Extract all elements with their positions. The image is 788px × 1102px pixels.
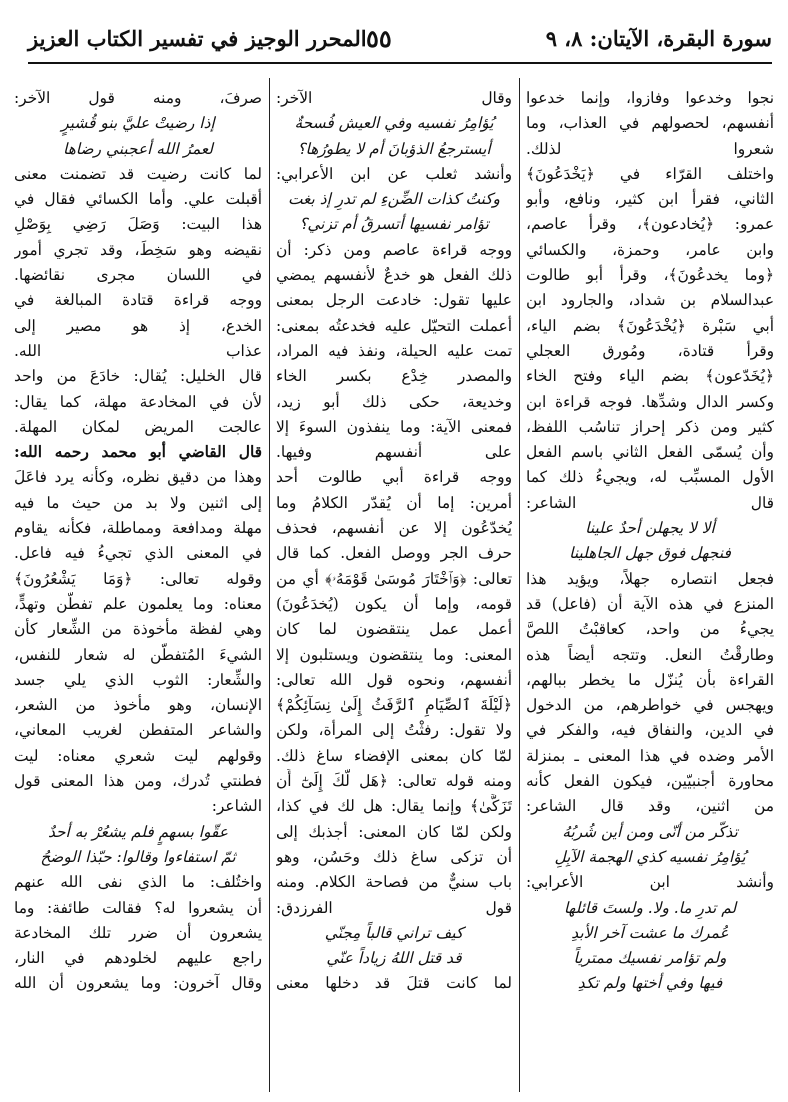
verse-line: فيها وفي أختها ولم تكدِ — [577, 974, 723, 993]
text-line: عمرو: ﴿يُخادعون﴾، وقرأ عاصم، — [526, 215, 774, 234]
text-line: أقبلت علي. وأما الكسائي فقال في — [14, 190, 262, 209]
text-line: ووجه قراءة عاصم ومن ذكر: أن — [276, 240, 512, 259]
verse-line: لم تدرِ ما. ولا. ولستَ قائلها — [563, 898, 737, 917]
text-line: أن تزكى ساغ ذلك وحَسُن، وهو — [276, 847, 512, 866]
text-line: والشاعر المتفطن لغريب المعاني، — [14, 721, 262, 740]
surah-info: سورة البقرة، الآيتان: ٨، ٩ — [545, 26, 772, 51]
text-line: وخديعة، حكى ذلك أبو زيد، — [276, 392, 512, 411]
text-line: وأنشد ابن الأعرابي: — [526, 873, 774, 892]
text-line: ﴿لَيْلَةَ ٱلصِّيَامِ ٱلرَّفَثُ إِلَىٰ نِسَآئِكُمْ﴾ — [276, 696, 512, 715]
text-line: نجوا وخدعوا وفازوا، وإنما خدعوا — [526, 89, 774, 107]
text-line: أنفسهم، لحصولهم في العذاب، وما — [526, 114, 774, 133]
text-line: الخدع، إذ هو مصير إلى — [14, 316, 262, 335]
text-lines — [276, 86, 512, 997]
verse-line: إذا رضيتْ عليَّ بنو قُشيرٍ — [61, 114, 215, 133]
text-lines — [526, 86, 774, 997]
text-line: صرفَ، ومنه قول الآخر: — [14, 89, 262, 107]
verse-line: فنجهل فوق جهل الجاهلينا — [569, 544, 731, 563]
text-line: راجع عليهم لخلودهم في النار، — [14, 949, 262, 968]
verse-line: عُمرك ما عشت آخر الأبدِ — [571, 923, 729, 942]
verse-line: ولم تؤامر نفسيك ممترياً — [573, 949, 727, 968]
text-line: إلى اثنين ولا بد من حيث ما فيه — [14, 493, 262, 512]
text-line: وكسر الدال وشدِّها. فوجه قراءة ابن — [526, 392, 774, 411]
text-line: المنزع في هذه الآية أن (فاعل) قد — [526, 594, 774, 613]
text-line: لأن في المخادعة مهلة، كما يقال: — [14, 392, 262, 411]
text-line: أعمل عمل ينتقضون لما كان — [276, 620, 512, 639]
text-line: ﴿يُخَدّعون﴾ بضم الياء وفتح الخاء — [526, 367, 774, 386]
text-line: يجيءُ من واحد، كعاقبْتُ اللصَّ — [526, 620, 774, 639]
text-line: عالجت المريض لمكان المهلة. — [14, 417, 262, 436]
text-column-middle — [276, 86, 512, 1091]
text-line: واختُلف: ما الذي نفى الله عنهم — [14, 873, 262, 892]
page-header — [28, 14, 772, 64]
text-line: وطارقْتُ النعل. وتتجه أيضاً هذه — [526, 645, 774, 664]
text-line: قومه، وإما أن يكون (يُخدَعُونَ) — [276, 594, 512, 613]
text-line: ووجه قراءة أبي طالوت أحد — [276, 468, 512, 487]
text-line: المعنى: وما ينتقضون ويستلبون إلا — [276, 645, 512, 664]
text-line: والشِّعار: الثوب الذي يلي جسد — [14, 670, 262, 689]
text-line: الشاعر: — [211, 797, 262, 816]
text-line: قال الشاعر: — [526, 493, 774, 512]
text-line: ووجه قراءة قتادة المبالغة في — [14, 291, 262, 310]
text-lines — [14, 86, 262, 997]
text-line: معناه: وما يعلمون علم تفطُّن وتهدٍّ، — [14, 594, 262, 613]
text-line: في الدين، والنفاق فيه، والفكر في — [526, 721, 774, 740]
book-title: المحرر الوجيز في تفسير الكتاب العزيز — [28, 26, 367, 51]
text-line: لمّا كان بمعنى الإفضاء ساغ ذلك. — [276, 746, 512, 765]
column-divider — [269, 78, 270, 1092]
text-line: هذا البيت: وَصَلَ رَضِي بِوَصْلِ — [14, 215, 262, 234]
text-column-right — [526, 86, 774, 1091]
text-line: في اللسان مجرى نقائضها. — [14, 266, 262, 285]
text-line: عليها تقول: خادعت الرجل بمعنى — [276, 291, 512, 310]
text-line: ذلك الفعل هو خدعٌ لأنفسهم يمضي — [276, 266, 512, 285]
verse-line: يُؤامِرُ نفسيه كذي الهجمة الآبِلِ — [554, 847, 746, 866]
text-line: واختلف القرّاء في ﴿يَخْدَعُونَ﴾ — [526, 164, 774, 183]
text-line: فمعنى الآية: وما ينفذون السوءَ إلا — [276, 417, 512, 436]
text-line: فطنتي تُدرك، ومن هذا المعنى قول — [14, 772, 262, 791]
text-line: عذاب الله. — [14, 341, 262, 360]
text-line: على أنفسهم وفيها. — [276, 443, 512, 462]
text-line: ولكن لمّا كان المعنى: أجذبك إلى — [276, 822, 512, 841]
text-line: وهي لفظة مأخوذة من الشِّعار كأن — [14, 620, 262, 639]
verse-line: تذكّر من أنّى ومن أين شُربُهُ — [562, 822, 738, 841]
text-line: وقال الآخر: — [276, 89, 512, 107]
text-line: ﴿وما يخدعُونَ﴾، وقرأ أبو طالوت — [526, 266, 774, 285]
text-line: الشيءَ المُتفطَّن له شعار للنفس، — [14, 645, 262, 664]
text-line: محاورة أجنبيّين، فيكون الفعل كأنه — [526, 772, 774, 791]
text-line: باب سنيٌّ من فصاحة الكلام. ومنه — [276, 873, 512, 892]
text-line: نقيضه وهو سَخِطَ، وقد تجري أمور — [14, 240, 262, 259]
text-line: وابن عامر، وحمزة، والكسائي — [526, 240, 774, 259]
text-line: تمت عليه الحيلة، ونفذ فيه المراد، — [276, 341, 512, 360]
verse-line: كيف تراني قالباً مِجنّي — [324, 923, 464, 942]
text-line: وقولهم ليت شعري معناه: ليت — [14, 746, 262, 765]
text-line: القراءة بأن يُنزّل ما يخطر ببالهم، — [526, 670, 774, 689]
verse-line: قد قتل اللهُ زياداً عنّي — [326, 949, 462, 968]
text-column-left — [14, 86, 262, 1091]
text-line: شعروا لذلك. — [526, 139, 774, 158]
text-line: في المعنى الذي تجيءُ فيه فاعل. — [14, 544, 262, 563]
text-line: الإنسان، وهو مأخوذ من الشعر، — [14, 696, 262, 715]
verse-line: عقّوا بسهمٍ فلم يشعُرْ به أحدٌ — [47, 822, 229, 841]
verse-line: ألا لا يجهلن أحدٌ علينا — [585, 519, 715, 538]
text-line: ويهجس في خواطرهم، من الدخول — [526, 696, 774, 715]
text-line: وقوله تعالى: ﴿وَمَا يَشْعُرُونَ﴾ — [14, 569, 262, 588]
text-line: أعملت التحيّل عليه فخدعتُه بمعنى: — [276, 316, 512, 335]
text-line: أن يشعروا له؟ فقالت طائفة: وما — [14, 898, 262, 917]
verse-line: يُؤامِرُ نفسيه وفي العيش فُسحةٌ — [294, 114, 494, 133]
verse-line: وكنتُ كذات الضِّنءِ لم تدرِ إذ بغت — [288, 190, 500, 209]
verse-line: ثمّ استفاءوا وقالوا: حبّذا الوضحُ — [40, 847, 236, 866]
text-line: تَزَكَّىٰ﴾ وإنما يقال: هل لك في كذا، — [276, 797, 512, 816]
text-line: أبي سَبْرة ﴿يُخْدَعُونَ﴾ بضم الياء، — [526, 316, 774, 335]
text-line: تعالى: ﴿وَٱخْتَارَ مُوسَىٰ قَوْمَهُۥ﴾ أي من — [276, 569, 512, 588]
text-line: عبدالسلام بن شداد، والجارود ابن — [526, 291, 774, 310]
text-line: لما كانت رضيت قد تضمنت معنى — [14, 164, 262, 183]
text-line: لما كانت قتلَ قد دخلها معنى — [276, 974, 512, 993]
text-line: ولا تقول: رفثْتُ إلى المرأة، ولكن — [276, 721, 512, 740]
text-line: الأول المسبِّب له، ويجيءُ ذلك كما — [526, 468, 774, 487]
text-line: حرف الجر ووصل الفعل. كما قال — [276, 544, 512, 563]
text-line: وقال آخرون: وما يشعرون أن الله — [14, 974, 262, 993]
text-line: والمصدر خِدْع بكسر الخاء — [276, 367, 512, 386]
text-line: أمرين: إما أن يُقدّر الكلامُ وما — [276, 493, 512, 512]
text-line: يُخدّعُون إلا عن أنفسهم، فحذف — [276, 519, 512, 538]
text-line: وأن يُسمّى الفعل الثاني باسم الفعل — [526, 443, 774, 462]
verse-line: لعمرُ الله أعجبني رضاها — [63, 139, 213, 158]
text-line: فجعل انتصاره جهلاً، ويؤيد هذا — [526, 569, 774, 588]
verse-line: أيسترجعُ الذؤبانَ أم لا يطورُها؟ — [297, 139, 491, 158]
text-line: ومنه قوله تعالى: ﴿هَل لَّكَ إِلَىٰٓ أَن — [276, 772, 512, 791]
page-number: ٥٥ — [366, 24, 392, 53]
column-divider — [519, 78, 520, 1092]
text-line: مهلة ومدافعة ومماطلة، فكأنه يقاوم — [14, 519, 262, 538]
text-line: كثير ومن ذكر إحراز تناسُب اللفظ، — [526, 417, 774, 436]
text-line: الثاني، فقرأ ابن كثير، ونافع، وأبو — [526, 190, 774, 209]
verse-line: تؤامر نفسيها أتسرقُ أم تزني؟ — [299, 215, 489, 234]
text-line: قول الفرزدق: — [276, 898, 512, 917]
text-line: الأمر وضده في هذا المعنى ـ بمنزلة — [526, 746, 774, 765]
text-line: وقرأ قتادة، ومُورق العجلي — [526, 341, 774, 360]
text-line: وأنشد ثعلب عن ابن الأعرابي: — [276, 164, 512, 183]
text-line: يشعرون أن ضرر تلك المخادعة — [14, 923, 262, 942]
text-line: وهذا من دقيق نظره، وكأنه يرد فاعَلَ — [14, 468, 262, 487]
bold-line: قال القاضي أبو محمد رحمه الله: — [14, 443, 262, 462]
text-line: قال الخليل: يُقال: خادَعَ من واحد — [14, 367, 262, 386]
text-line: من اثنين، وقد قال الشاعر: — [526, 797, 774, 816]
text-line: أنفسهم، ونحوه قول الله تعالى: — [276, 670, 512, 689]
